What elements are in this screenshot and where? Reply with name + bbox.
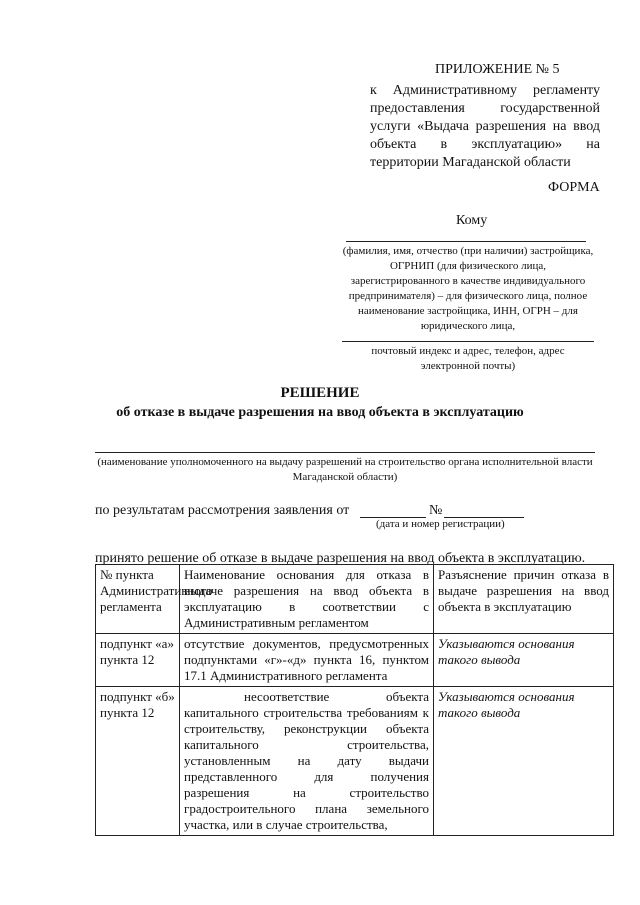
row-item-number: подпункт «а» пункта 12 — [96, 634, 180, 687]
row-item-number: подпункт «б» пункта 12 — [96, 687, 180, 836]
header-item-number: № пункта Административного регламента — [96, 565, 180, 634]
appendix-title: ПРИЛОЖЕНИЕ № 5 — [435, 62, 560, 77]
table-row — [96, 687, 614, 836]
form-label: ФОРМА — [548, 180, 600, 195]
addressee-to-label: Кому — [456, 213, 488, 228]
decision-title: РЕШЕНИЕ — [280, 385, 360, 401]
addressee-name-note: (фамилия, имя, отчество (при наличии) застройщика, ОГРНИП (для физического лица, зарегистрированного в качестве индивидуального предпринимателя) – для физического лица, полное наименование застройщика, ИНН, ОГРН – для юридического лица, — [342, 245, 594, 332]
table-row — [96, 634, 614, 687]
addressee-address-note: почтовый индекс и адрес, телефон, адрес электронной почты) — [371, 345, 565, 372]
row-explanation: Указываются основания такого вывода — [434, 634, 614, 687]
number-sign: № — [429, 503, 443, 518]
authority-note: (наименование уполномоченного на выдачу разрешений на строительство органа исполнительной власти Магаданской области) — [97, 456, 593, 483]
header-ground: Наименование основания для отказа в выдаче разрешения на ввод объекта в эксплуатацию в соответствии с Административным регламентом — [180, 565, 434, 634]
row-ground: несоответствие объекта капитального строительства требованиям к строительству, реконструкции объекта капитального строительства, установленным на дату выдачи представленного для получения разрешения на строительство градостроительного плана земельного участка, или в случае строительства, — [180, 687, 434, 836]
row-ground: отсутствие документов, предусмотренных подпунктами «г»-«д» пункта 16, пунктом 17.1 Административного регламента — [180, 634, 434, 687]
consideration-text: по результатам рассмотрения заявления от — [95, 503, 350, 518]
table-header-row — [96, 565, 614, 634]
decided-text: принято решение об отказе в выдаче разрешения на ввод объекта в эксплуатацию. — [95, 551, 586, 566]
header-explanation: Разъяснение причин отказа в выдаче разрешения на ввод объекта в эксплуатацию — [434, 565, 614, 634]
grounds-table — [95, 564, 614, 836]
addressee-address-line — [342, 341, 594, 342]
decision-subtitle: об отказе в выдаче разрешения на ввод объекта в эксплуатацию — [116, 405, 524, 420]
authority-line — [95, 452, 595, 453]
row-explanation: Указываются основания такого вывода — [434, 687, 614, 836]
appendix-body: к Административному регламенту предоставления государственной услуги «Выдача разрешения на ввод объекта в эксплуатацию» на территории Магаданской области — [370, 83, 600, 170]
addressee-name-line — [346, 241, 586, 242]
date-number-note: (дата и номер регистрации) — [376, 518, 505, 530]
